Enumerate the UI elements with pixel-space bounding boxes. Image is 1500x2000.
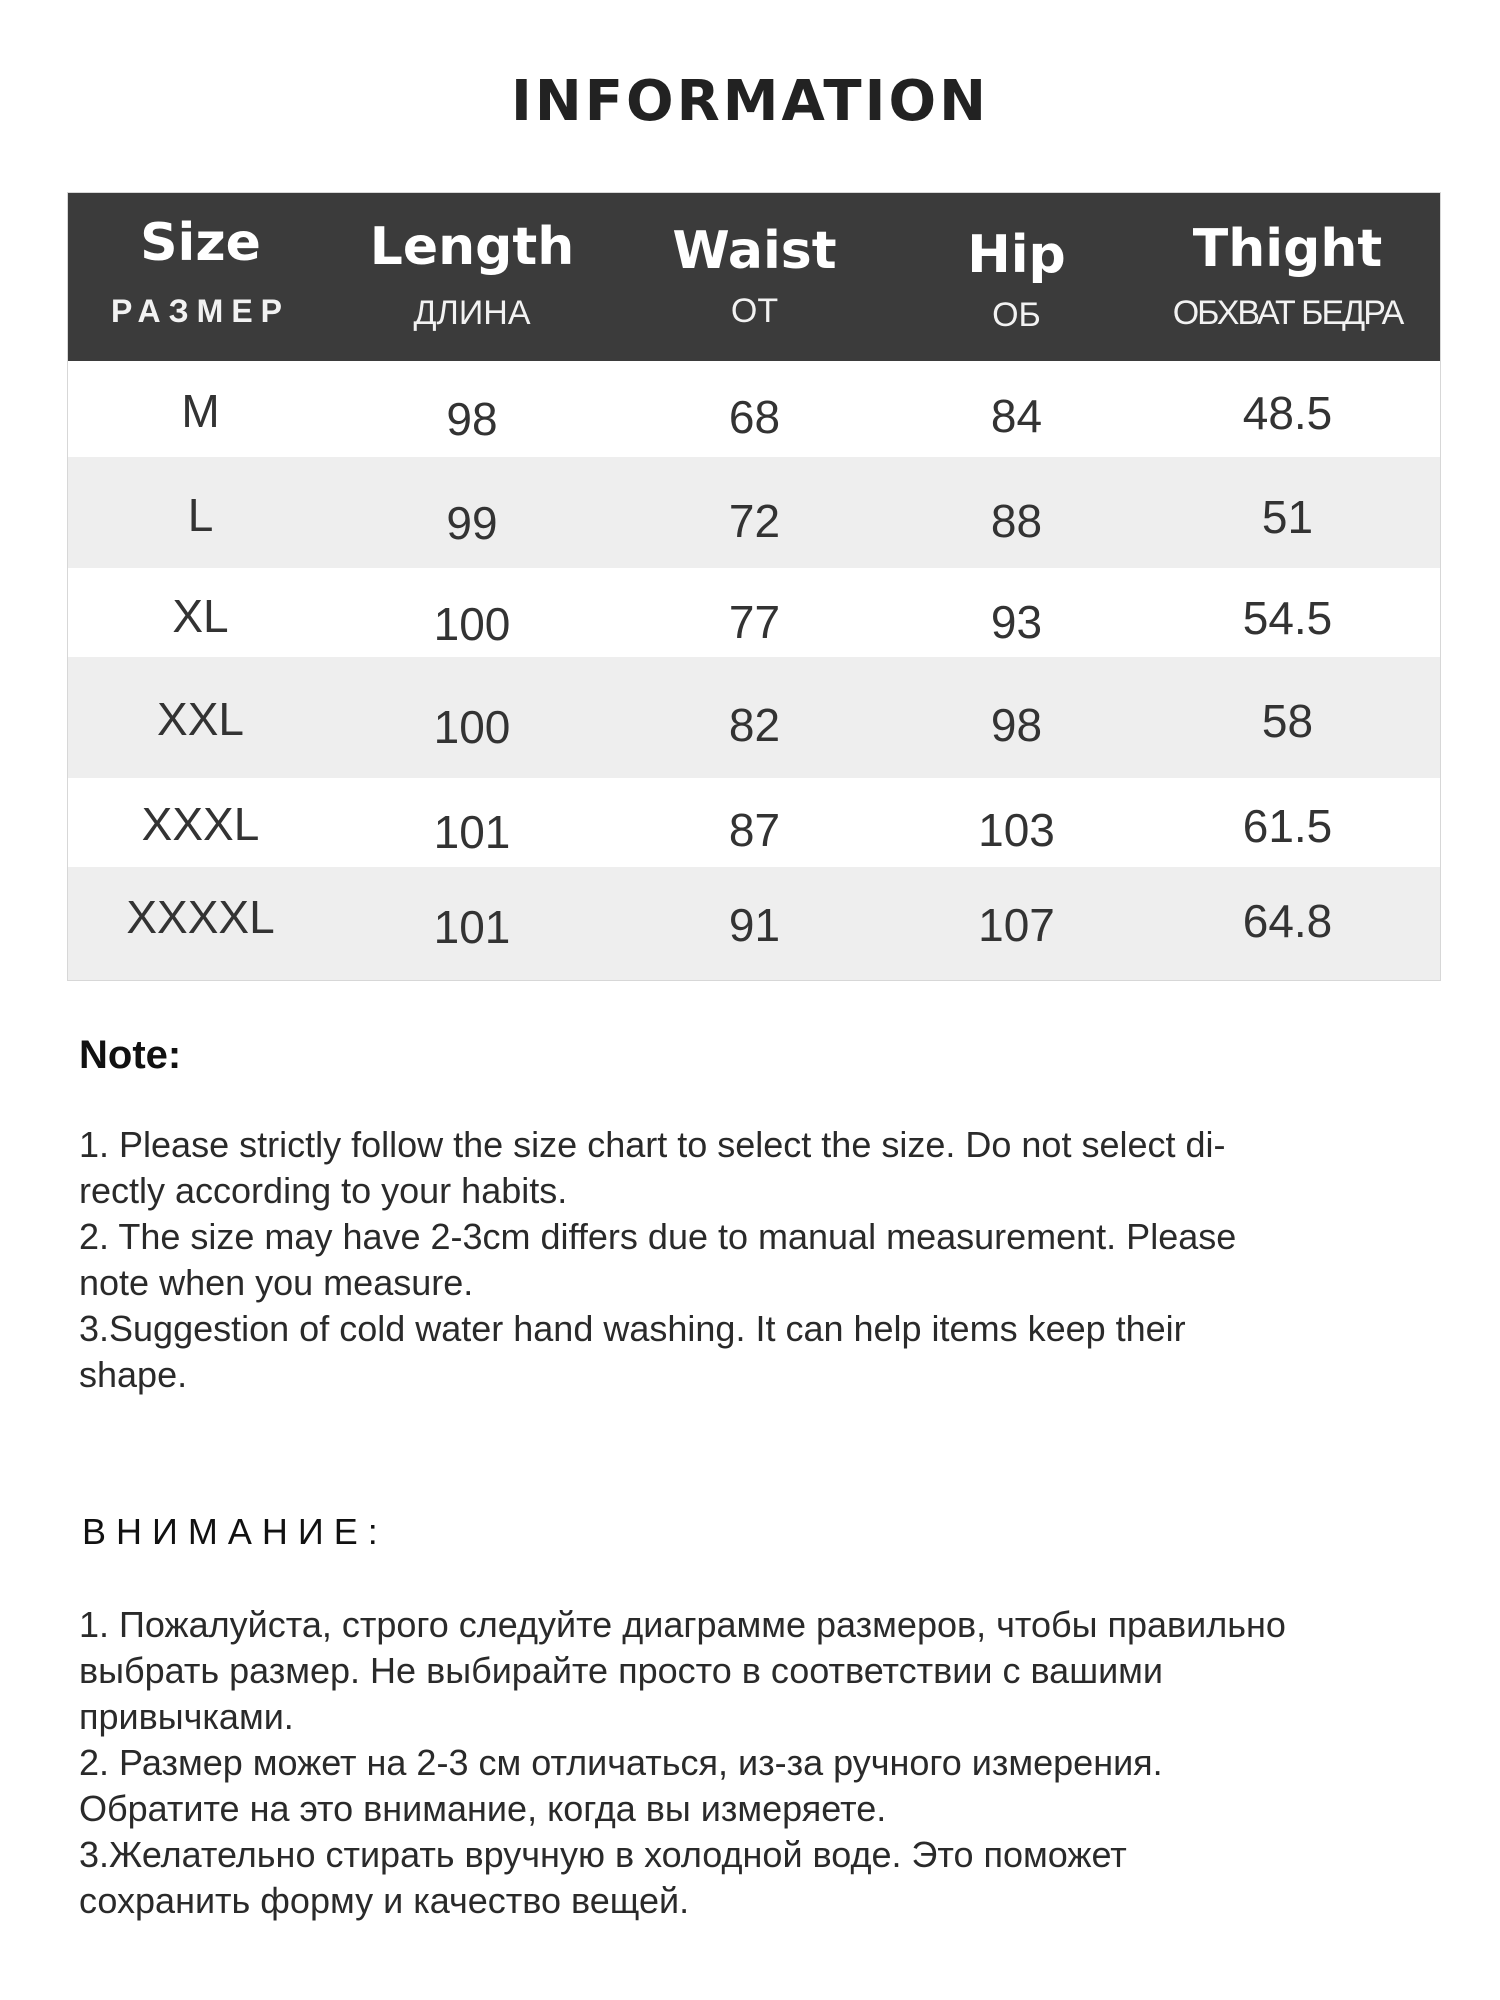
ru-note-text: [79, 1602, 1439, 1924]
header-waist-label-ru: ОТ: [730, 292, 779, 330]
ru-note-heading: ВНИМАНИЕ:: [82, 1511, 388, 1552]
cell-thight: 48.5: [1242, 387, 1333, 439]
ru-note-line: 3.Желательно стирать вручную в холодной воде. Это поможет: [79, 1834, 1127, 1875]
cell-hip: 84: [990, 390, 1043, 442]
cell-length: 100: [433, 701, 511, 753]
cell-waist: 91: [728, 899, 781, 951]
note-line: shape.: [79, 1354, 188, 1395]
cell-size: XL: [172, 590, 229, 642]
header-waist: [611, 193, 898, 361]
cell-length: 101: [433, 806, 511, 858]
ru-note-line: привычками.: [79, 1696, 294, 1737]
page-title: INFORMATION: [511, 69, 989, 134]
table-row: [68, 867, 1440, 980]
header-thight: [1135, 193, 1440, 361]
cell-thight: 64.8: [1242, 895, 1333, 947]
cell-size: M: [181, 385, 220, 437]
ru-note-line: выбрать размер. Не выбирайте просто в соответствии с вашими: [79, 1650, 1164, 1691]
cell-length: 100: [433, 598, 511, 650]
header-hip-label: Hip: [967, 225, 1066, 285]
cell-waist: 77: [728, 596, 781, 648]
cell-size: L: [187, 489, 214, 541]
cell-size: XXL: [157, 693, 244, 745]
header-hip: [898, 193, 1135, 361]
cell-size: XXXL: [141, 798, 260, 850]
cell-thight: 51: [1261, 491, 1314, 543]
table-row: [68, 568, 1440, 657]
note-line: 3.Suggestion of cold water hand washing. It can help items keep their: [79, 1308, 1186, 1349]
cell-thight: 58: [1261, 695, 1314, 747]
header-size-label: Size: [140, 213, 261, 273]
header-size: [68, 193, 333, 361]
note-heading: Note:: [79, 1033, 182, 1077]
table-row: [68, 457, 1440, 568]
header-thight-label: Thight: [1192, 219, 1383, 279]
header-hip-label-ru: ОБ: [992, 296, 1041, 334]
note-text: [79, 1122, 1419, 1398]
table-row: [68, 778, 1440, 867]
ru-note-line: 2. Размер может на 2-3 см отличаться, из-за ручного измерения.: [79, 1742, 1163, 1783]
cell-length: 101: [433, 901, 511, 953]
cell-length: 98: [446, 393, 498, 445]
cell-waist: 87: [728, 804, 781, 856]
cell-waist: 82: [728, 699, 781, 751]
cell-hip: 107: [978, 899, 1055, 951]
header-thight-label-ru: ОБХВАТ БЕДРА: [1172, 294, 1403, 332]
table-row: [68, 361, 1440, 457]
cell-waist: 68: [728, 391, 781, 443]
header-size-label-ru: РАЗМЕР: [110, 293, 291, 329]
header-length: [333, 193, 611, 361]
size-table: [67, 192, 1441, 981]
header-length-label: Length: [369, 217, 575, 277]
ru-note-line: Обратите на это внимание, когда вы измеряете.: [79, 1788, 887, 1829]
note-line: 2. The size may have 2-3cm differs due to manual measurement. Please: [79, 1216, 1237, 1257]
header-length-label-ru: ДЛИНА: [413, 294, 531, 332]
cell-thight: 61.5: [1242, 800, 1333, 852]
note-line: note when you measure.: [79, 1262, 474, 1303]
cell-hip: 88: [990, 495, 1043, 547]
cell-size: XXXXL: [126, 891, 275, 943]
ru-note-line: сохранить форму и качество вещей.: [79, 1880, 690, 1921]
note-line: 1. Please strictly follow the size chart to select the size. Do not select di-: [79, 1124, 1226, 1165]
table-header-row: [68, 193, 1440, 361]
cell-hip: 98: [990, 699, 1043, 751]
cell-thight: 54.5: [1242, 592, 1333, 644]
cell-hip: 93: [990, 596, 1043, 648]
cell-waist: 72: [728, 495, 781, 547]
cell-length: 99: [446, 497, 498, 549]
header-waist-label: Waist: [672, 221, 837, 281]
cell-hip: 103: [978, 804, 1055, 856]
note-line: rectly according to your habits.: [79, 1170, 568, 1211]
table-row: [68, 657, 1440, 778]
ru-note-line: 1. Пожалуйста, строго следуйте диаграмме размеров, чтобы правильно: [79, 1604, 1286, 1645]
